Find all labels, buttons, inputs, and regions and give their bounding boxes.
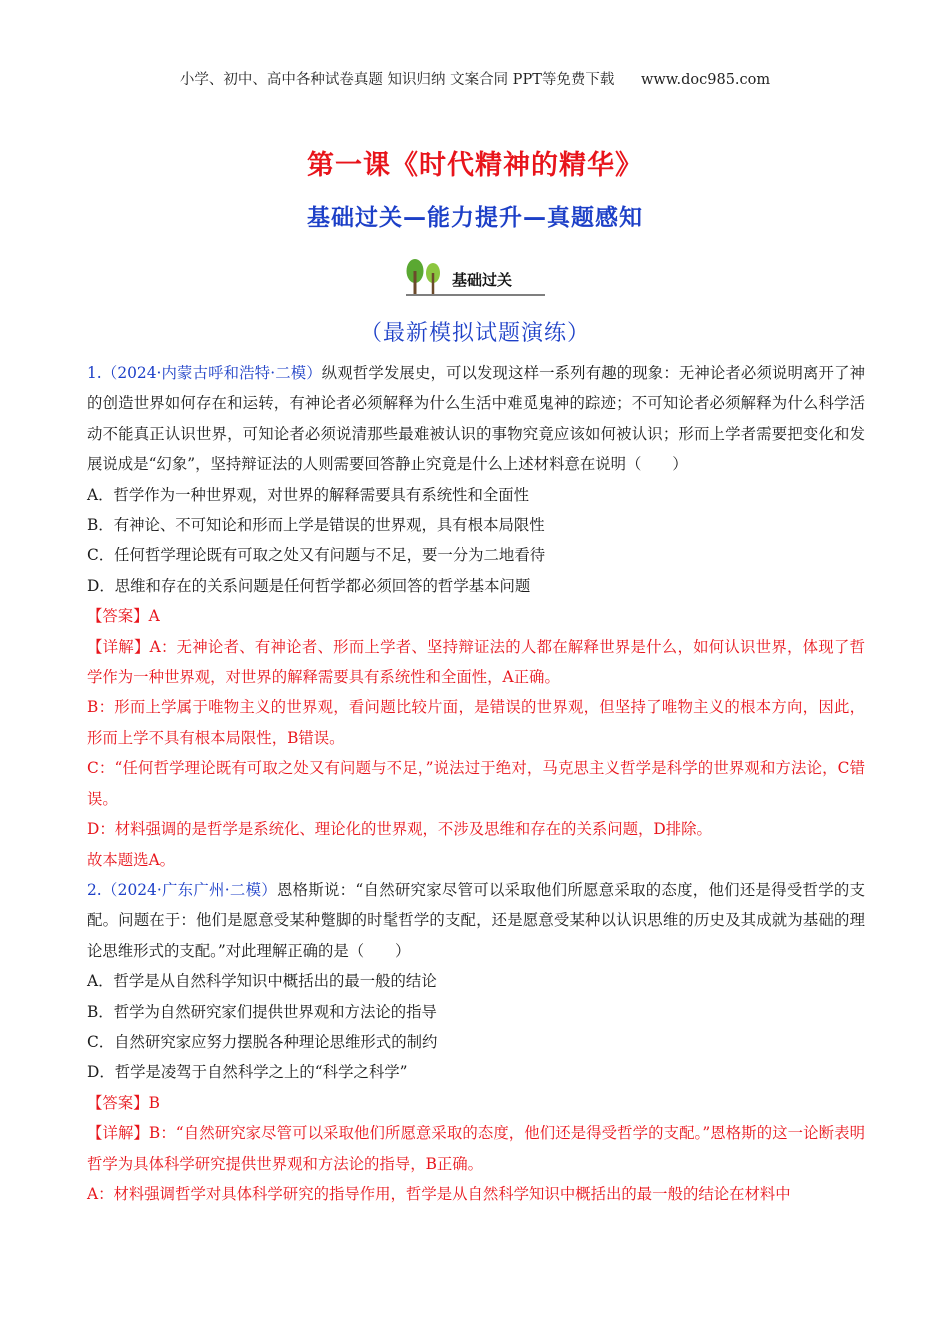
question-2-option-b: B．哲学为自然研究家们提供世界观和方法论的指导 [87,1002,437,1021]
header-site-link[interactable]: www.doc985.com [640,72,771,88]
question-2-option-d: D．哲学是凌驾于自然科学之上的“科学之科学” [87,1063,408,1082]
page-title: 第一课《时代精神的精华》 [307,150,643,181]
question-1-conclusion: 故本题选A。 [87,850,176,869]
badge-label: 基础过关 [452,271,513,289]
question-1-option-c: C．任何哲学理论既有可取之处又有问题与不足，要一分为二地看待 [87,546,546,565]
header-text: 小学、初中、高中各种试卷真题 知识归纳 文案合同 PPT等免费下载 [179,72,615,88]
question-1-explanation-b: B：形而上学属于唯物主义的世界观，看问题比较片面，是错误的世界观，但坚持了唯物主义的根本方向，因此，形而上学不具有根本局限性，B错误。 [87,698,865,747]
question-1-option-b: B．有神论、不可知论和形而上学是错误的世界观，具有根本局限性 [87,516,545,535]
question-1-option-a: A．哲学作为一种世界观，对世界的解释需要具有系统性和全面性 [87,485,530,504]
question-1-explanation-d: D：材料强调的是哲学是系统化、理论化的世界观，不涉及思维和存在的关系问题，D排除。 [87,820,712,839]
question-1-source: 1.（2024·内蒙古呼和浩特·二模） [87,364,322,382]
question-1-explanation-a: 【详解】A：无神论者、有神论者、形而上学者、坚持辩证法的人都在解释世界是什么，如何认识世界，体现了哲学作为一种世界观，对世界的解释需要具有系统性和全面性，A正确。 [87,637,865,687]
page-subtitle: 基础过关—能力提升—真题感知 [307,205,643,231]
question-1-option-d: D．思维和存在的关系问题是任何哲学都必须回答的哲学基本问题 [87,576,531,595]
question-2-option-c: C．自然研究家应努力摆脱各种理论思维形式的制约 [87,1032,438,1051]
page-header [0,68,950,89]
question-2-explanation-a: A：材料强调哲学对具体科学研究的指导作用，哲学是从自然科学知识中概括出的最一般的结论在材料中 [87,1184,791,1203]
question-content [87,358,865,1209]
question-2-answer: 【答案】B [87,1093,160,1112]
question-2-source: 2.（2024·广东广州·二模） [87,880,277,899]
section-badge [402,258,547,300]
question-1-answer: 【答案】A [87,607,160,626]
section-title: （最新模拟试题演练） [359,321,590,346]
question-1-explanation-c: C：“任何哲学理论既有可取之处又有问题与不足，”说法过于绝对，马克思主义哲学是科学的世界观和方法论，C错误。 [87,759,865,808]
question-2-option-a: A．哲学是从自然科学知识中概括出的最一般的结论 [87,972,437,991]
question-1-stem: 1.（2024·内蒙古呼和浩特·二模）纵观哲学发展史，可以发现这样一系列有趣的现象：无神论者必须说明离开了神的创造世界如何存在和运转，有神论者必须解释为什么生活中难觅鬼神的踪迹；不可知论者必须解释为什么科学活动不能真正认识世界，可知论者必须说清那些最难被认识的事物究竟应该如何被认识；形而上学者需要把变化和发展说成是“幻象”，坚持辩证法的人则需要回答静止究竟是什么上述材料意在说明（ ） [87,364,865,474]
question-2-explanation-b: 【详解】B：“自然研究家尽管可以采取他们所愿意采取的态度，他们还是得受哲学的支配。”恩格斯的这一论断表明哲学为具体科学研究提供世界观和方法论的指导，B正确。 [87,1124,865,1173]
question-2-stem: 2.（2024·广东广州·二模）恩格斯说：“自然研究家尽管可以采取他们所愿意采取的态度，他们还是得受哲学的支配。问题在于：他们是愿意受某种蹩脚的时髦哲学的支配，还是愿意受某种以认识思维的历史及其成就为基础的理论思维形式的支配。”对此理解正确的是（ ） [87,880,865,960]
